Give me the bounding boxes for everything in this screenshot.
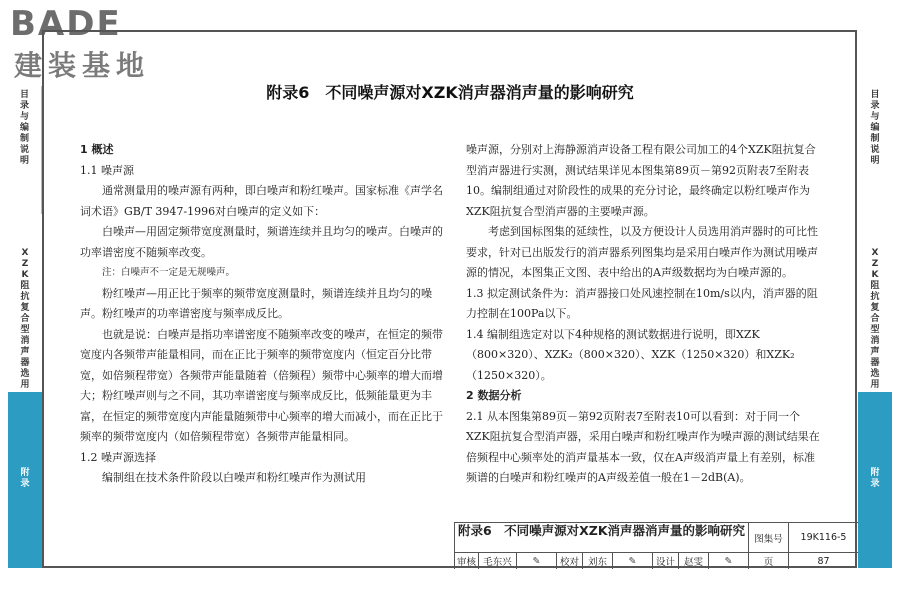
side-tab-label: XZK阻抗复合型消声器选用: [20, 248, 30, 390]
side-tab-left-middle[interactable]: [8, 244, 42, 390]
designer-name: 赵雯: [679, 553, 709, 569]
section-heading: 2 数据分析: [466, 389, 522, 402]
side-tab-left-bottom[interactable]: [8, 392, 42, 568]
atlas-number: 19K116-5: [789, 523, 858, 553]
design-label: 设计: [653, 553, 679, 569]
side-tab-right-middle[interactable]: [858, 244, 892, 390]
paragraph: 白噪声—用固定频带宽度测量时，频谱连续并且均匀的噪声。白噪声的功率谱密度不随频率改变。: [80, 225, 443, 259]
paragraph: 注：白噪声不一定是无规噪声。: [102, 267, 236, 278]
paragraph: 1.3 拟定测试条件为：消声器接口处风速控制在10m/s以内，消声器的阻力控制在100Pa以下。: [466, 286, 818, 320]
paragraph: 编制组在技术条件阶段以白噪声和粉红噪声作为测试用: [102, 471, 366, 484]
review-label: 审核: [455, 553, 479, 569]
left-text-column: [80, 140, 448, 489]
side-tab-label: XZK阻抗复合型消声器选用: [870, 248, 880, 390]
logo-wordmark: BADE: [10, 4, 122, 44]
side-tab-right-bottom[interactable]: [858, 392, 892, 568]
side-tab-label: 附录: [20, 468, 30, 489]
paragraph: 1.2 噪声源选择: [80, 450, 156, 464]
paragraph: 噪声源，分别对上海静源消声设备工程有限公司加工的4个XZK阻抗复合型消声器进行实测，测试结果详见本图集第89页－第92页附表7至附表10。编制组通过对阶段性的成果的充分讨论，最终确定以粉红噪声作为XZK阻抗复合型消声器的主要噪声源。: [466, 143, 816, 218]
side-tab-right-top[interactable]: [858, 86, 892, 214]
paragraph: 1.4 编制组选定对以下4种规格的测试数据进行说明，即XZK（800×320）、XZK₂（800×320）、XZK（1250×320）和XZK₂（1250×320）。: [466, 327, 795, 382]
right-text-column: [466, 140, 822, 489]
page-label: 页: [749, 553, 789, 569]
paragraph: 考虑到国标图集的延续性，以及方便设计人员选用消声器时的可比性要求，针对已出版发行的消声器系列图集均是采用白噪声作为测试用噪声源的情况，本图集正文图、表中给出的A声级数据均为白噪声源的。: [466, 225, 818, 279]
paragraph: 也就是说：白噪声是指功率谱密度不随频率改变的噪声，在恒定的频带宽度内各频带声能量相同，而在正比于频率的频带宽度内（恒定百分比带宽，如倍频程带宽）各频带声能量随着（倍频程）频带中心频率的增大而增大；粉红噪声则与之不同，其功率谱密度与频率成反比，低频能量更为丰富，在恒定的频带宽度内声能量随频带中心频率的增大而减小，而在正比于频率的频带宽度内（如倍频程带宽）各频带声能量相同。: [80, 327, 443, 443]
side-tab-label: 附录: [870, 468, 880, 489]
logo-tagline: 建装基地: [14, 49, 151, 82]
side-tab-left-top[interactable]: [8, 86, 42, 214]
title-block: [454, 522, 858, 569]
paragraph: 2.1 从本图集第89页－第92页附表7至附表10可以看到：对于同一个XZK阻抗复合型消声器，采用白噪声和粉红噪声作为噪声源的测试结果在倍频程中心频率处的消声量基本一致，仅在A声级消声量上有差别，标准频谱的白噪声和粉红噪声的A声级差值一般在1－2dB(A)。: [466, 409, 820, 484]
atlas-label: 图集号: [749, 523, 789, 553]
title-block-title: 附录6 不同噪声源对XZK消声器消声量的影响研究: [455, 523, 749, 553]
page-title: 附录6 不同噪声源对XZK消声器消声量的影响研究: [266, 83, 634, 102]
reviewer-name: 毛东兴: [479, 553, 517, 569]
side-tab-label: 目录与编制说明: [870, 90, 880, 166]
checker-signature: ✎: [613, 553, 653, 569]
paragraph: 1.1 噪声源: [80, 163, 134, 177]
paragraph: 粉红噪声—用正比于频率的频带宽度测量时，频谱连续并且均匀的噪声。粉红噪声的功率谱密度与频率成反比。: [80, 286, 432, 320]
paragraph: 通常测量用的噪声源有两种，即白噪声和粉红噪声。国家标准《声学名词术语》GB/T 3947-1996对白噪声的定义如下：: [80, 184, 443, 218]
check-label: 校对: [557, 553, 583, 569]
section-heading: 1 概述: [80, 143, 114, 156]
reviewer-signature: ✎: [517, 553, 557, 569]
side-tab-label: 目录与编制说明: [19, 90, 29, 166]
checker-name: 刘东: [583, 553, 613, 569]
designer-signature: ✎: [709, 553, 749, 569]
page-number: 87: [817, 555, 830, 567]
